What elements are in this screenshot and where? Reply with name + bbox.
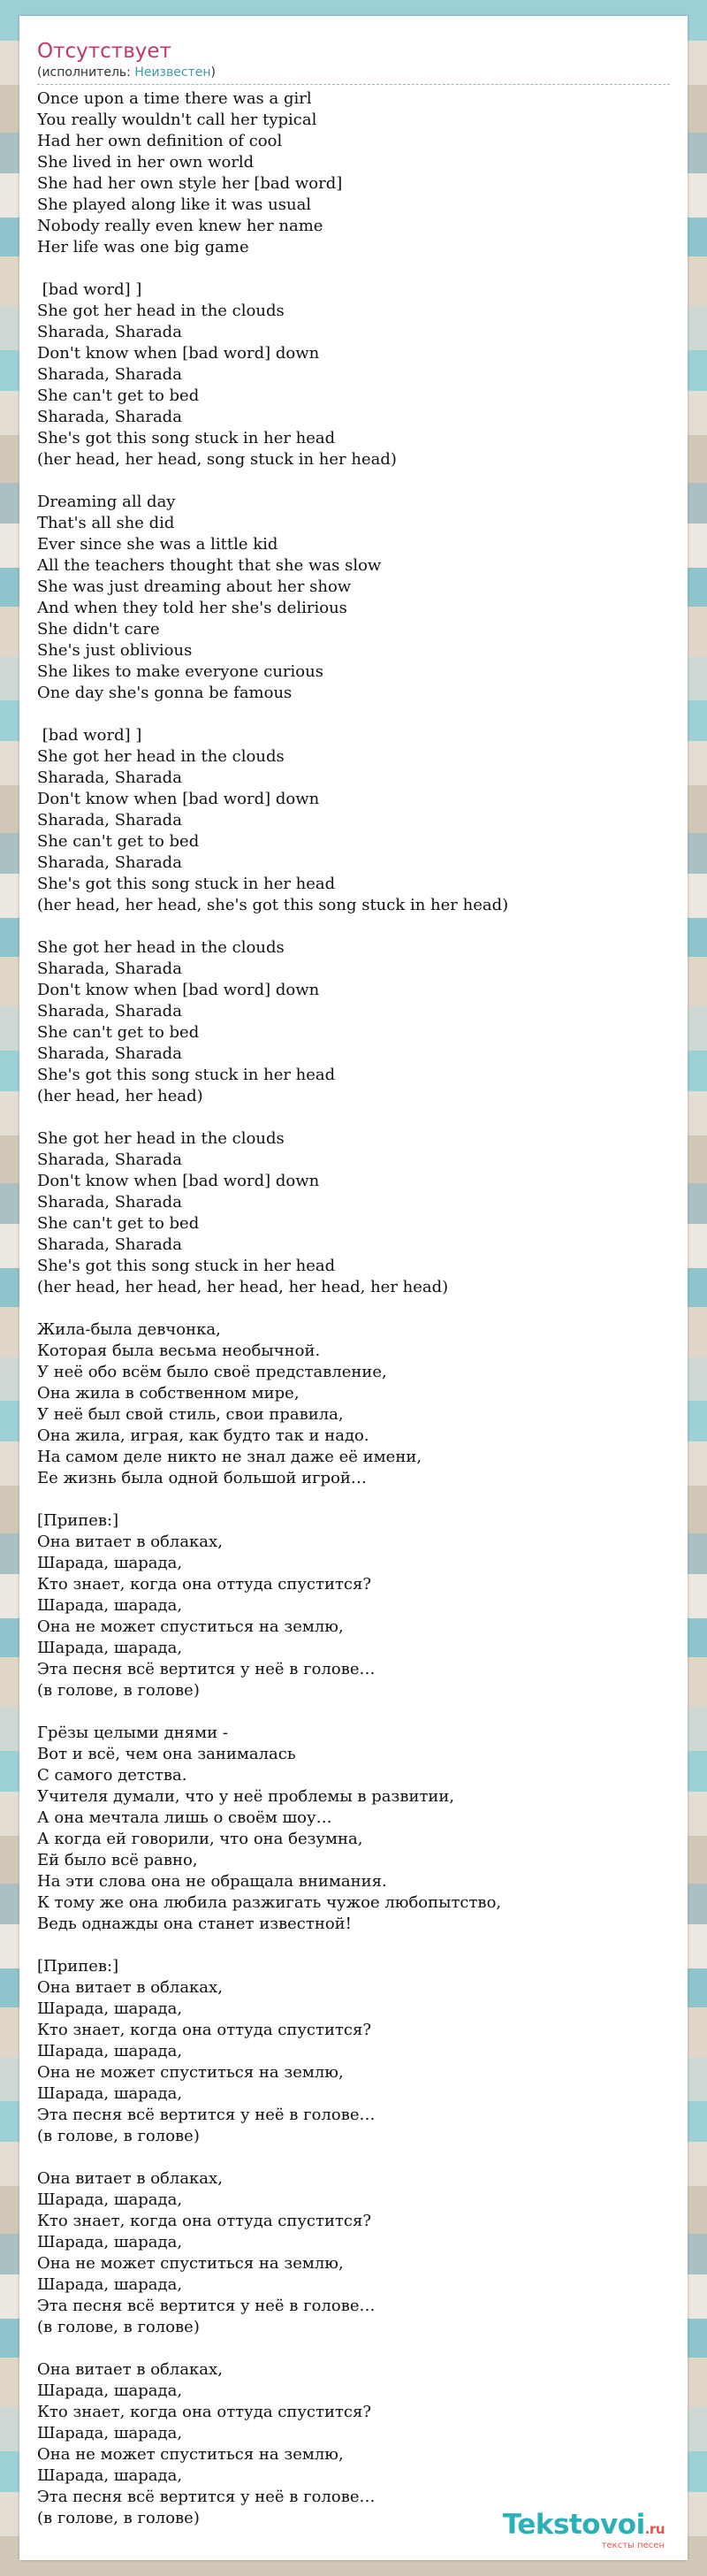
lyrics-line: She got her head in the clouds [37,747,285,766]
lyrics-line: Шарада, шарада, [37,2190,183,2209]
lyrics-line: One day she's gonna be famous [37,684,293,702]
logo-tagline: тексты песен [601,2541,665,2550]
lyrics-line: Dreaming all day [37,493,176,511]
lyrics-line: Эта песня всё вертится у неё в голове… [37,2297,376,2315]
lyrics-line: На эти слова она не обращала внимания. [37,1872,387,1891]
lyrics-line: [bad word] ] [37,280,142,299]
lyrics-line: [bad word] ] [37,726,142,745]
lyrics-line: Шарада, шарада, [37,2424,183,2442]
lyrics-line: Nobody really even knew her name [37,217,323,235]
lyrics-line: Шарада, шарада, [37,2084,183,2103]
lyrics-line: (в голове, в голове) [37,1681,200,1700]
lyrics-blank-line [37,1298,670,1319]
lyrics-line: Она не может спуститься на землю, [37,2063,344,2082]
lyrics-line: Once upon a time there was a girl [37,89,312,108]
lyrics-line: Эта песня всё вертится у неё в голове… [37,2488,376,2506]
lyrics-line: У неё обо всём было своё представление, [37,1363,387,1381]
lyrics-line: Эта песня всё вертится у неё в голове… [37,2106,376,2124]
lyrics-line: (в голове, в голове) [37,2509,200,2527]
lyrics-line: Шарада, шарада, [37,2233,183,2251]
lyrics-line: Sharada, Sharada [37,408,182,426]
lyrics-line: (в голове, в голове) [37,2318,200,2336]
lyrics-line: Вот и всё, чем она занималась [37,1745,296,1763]
lyrics-line: Кто знает, когда она оттуда спустится? [37,1575,372,1594]
lyrics-line: She had her own style her [bad word] [37,174,343,193]
lyrics-line: She can't get to bed [37,832,200,851]
lyrics-line: Ее жизнь была одной большой игрой… [37,1469,367,1487]
lyrics-line: Она не может спуститься на землю, [37,2254,344,2273]
lyrics-text [37,88,670,2529]
lyrics-line: Кто знает, когда она оттуда спустится? [37,2403,372,2421]
lyrics-line: На самом деле никто не знал даже её имени, [37,1448,422,1466]
lyrics-line: She's just oblivious [37,641,193,660]
lyrics-blank-line [37,704,670,725]
lyrics-line: She can't get to bed [37,386,200,405]
logo-tld: .ru [644,2521,665,2537]
lyrics-line: Sharada, Sharada [37,959,182,978]
lyrics-line: Sharada, Sharada [37,1044,182,1063]
lyrics-line: She's got this song stuck in her head [37,1066,336,1084]
performer-prefix: (исполнитель: [37,65,135,80]
song-title: Отсутствует [37,40,171,63]
lyrics-line: Грёзы целыми днями - [37,1724,228,1742]
lyrics-line: Кто знает, когда она оттуда спустится? [37,2212,372,2230]
lyrics-line: Шарада, шарада, [37,1999,183,2018]
lyrics-line: Sharada, Sharada [37,365,182,384]
lyrics-blank-line [37,1107,670,1128]
lyrics-line: She got her head in the clouds [37,938,285,957]
lyrics-line: Шарада, шарада, [37,2381,183,2400]
artist-link[interactable]: Неизвестен [134,65,211,80]
lyrics-line: [Припев:] [37,1511,119,1530]
lyrics-blank-line [37,916,670,937]
lyrics-line: Sharada, Sharada [37,768,182,787]
lyrics-line: Она жила в собственном мире, [37,1384,300,1403]
site-logo[interactable] [503,2511,665,2551]
lyrics-line: (her head, her head) [37,1087,203,1105]
lyrics-line: She likes to make everyone curious [37,662,323,681]
lyrics-line: Her life was one big game [37,238,249,256]
lyrics-line: Ведь однажды она станет известной! [37,1915,352,1933]
lyrics-line: Она витает в облаках, [37,1978,223,1997]
lyrics-line: Она витает в облаках, [37,2169,223,2188]
lyrics-line: (her head, her head, her head, her head, her head) [37,1278,449,1296]
lyrics-line: She's got this song stuck in her head [37,1257,336,1275]
lyrics-line: She got her head in the clouds [37,1129,285,1148]
lyrics-line: (her head, her head, song stuck in her head) [37,450,397,469]
lyrics-line: Ей было всё равно, [37,1851,198,1869]
lyrics-blank-line [37,1935,670,1956]
lyrics-line: Sharada, Sharada [37,811,182,829]
song-header [37,38,670,85]
lyrics-line: She's got this song stuck in her head [37,875,336,893]
lyrics-blank-line [37,258,670,279]
lyrics-line: Она жила, играя, как будто так и надо. [37,1426,369,1445]
lyrics-line: Don't know when [bad word] down [37,981,320,999]
lyrics-line: That's all she did [37,514,175,532]
lyrics-line: Sharada, Sharada [37,1235,182,1254]
lyrics-line: Don't know when [bad word] down [37,344,320,363]
lyrics-line: Жила-была девчонка, [37,1320,221,1339]
lyrics-line: She was just dreaming about her show [37,577,352,596]
lyrics-line: К тому же она любила разжигать чужое любопытство, [37,1893,502,1912]
lyrics-line: Которая была весьма необычной. [37,1342,321,1360]
lyrics-line: She didn't care [37,620,160,638]
lyrics-line: Она витает в облаках, [37,1533,223,1551]
lyrics-blank-line [37,470,670,492]
lyrics-line: She can't get to bed [37,1214,200,1233]
lyrics-line: All the teachers thought that she was slow [37,556,382,575]
lyrics-line: [Припев:] [37,1957,119,1976]
lyrics-line: А она мечтала лишь о своём шоу… [37,1808,332,1827]
performer-suffix: ) [210,65,216,80]
performer-line [37,65,670,85]
lyrics-line: Sharada, Sharada [37,1150,182,1169]
lyrics-line: Шарада, шарада, [37,2466,183,2485]
lyrics-line: And when they told her she's delirious [37,599,347,617]
lyrics-line: Шарада, шарада, [37,1639,183,1657]
logo-name: Tekstovoi [502,2509,645,2541]
logo-wordmark [503,2511,665,2543]
lyrics-line: Она витает в облаках, [37,2360,223,2379]
lyrics-line: Sharada, Sharada [37,1002,182,1020]
lyrics-line: Она не может спуститься на землю, [37,1617,344,1636]
lyrics-line: Ever since she was a little kid [37,535,278,554]
lyrics-line: (в голове, в голове) [37,2127,200,2145]
lyrics-line: С самого детства. [37,1766,187,1785]
lyrics-line: А когда ей говорили, что она безумна, [37,1830,363,1848]
lyrics-line: She lived in her own world [37,153,255,172]
lyrics-line: She's got this song stuck in her head [37,429,336,447]
lyrics-line: She played along like it was usual [37,195,312,214]
lyrics-line: Don't know when [bad word] down [37,1172,320,1190]
lyrics-line: Sharada, Sharada [37,323,182,341]
lyrics-line: She got her head in the clouds [37,302,285,320]
lyrics-line: Эта песня всё вертится у неё в голове… [37,1660,376,1678]
lyrics-line: Don't know when [bad word] down [37,790,320,808]
lyrics-line: (her head, her head, she's got this song stuck in her head) [37,896,509,914]
lyrics-line: Sharada, Sharada [37,1193,182,1212]
lyrics-blank-line [37,2338,670,2359]
lyrics-blank-line [37,1489,670,1510]
lyrics-line: Had her own definition of cool [37,132,283,150]
lyrics-line: You really wouldn't call her typical [37,111,317,129]
lyrics-line: Учителя думали, что у неё проблемы в развитии, [37,1787,455,1806]
lyrics-line: Она не может спуститься на землю, [37,2445,344,2464]
lyrics-blank-line [37,1701,670,1723]
lyrics-card [19,16,688,2560]
lyrics-line: Sharada, Sharada [37,853,182,872]
lyrics-line: Кто знает, когда она оттуда спустится? [37,2021,372,2039]
lyrics-line: Шарада, шарада, [37,2275,183,2294]
lyrics-line: У неё был свой стиль, свои правила, [37,1405,344,1424]
lyrics-line: Шарада, шарада, [37,1554,183,1572]
lyrics-blank-line [37,2147,670,2168]
lyrics-line: Шарада, шарада, [37,1596,183,1615]
lyrics-line: Шарада, шарада, [37,2042,183,2060]
lyrics-line: She can't get to bed [37,1023,200,1042]
